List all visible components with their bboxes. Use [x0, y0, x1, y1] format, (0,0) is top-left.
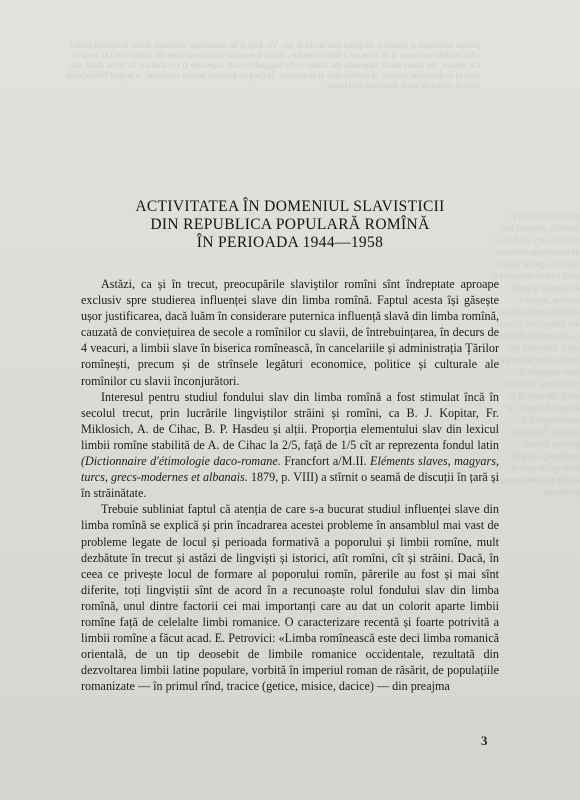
paragraph-2-italic-title: (Dictionnaire d'étimologie daco-romane.	[81, 454, 281, 469]
title-line-3: ÎN PERIOADA 1944—1958	[196, 234, 384, 251]
paragraph-2-text-a: Interesul pentru studiul fondului slav din limba romînă a fost stimulat încă în secolul trecut, prin lucrările lingviștilor străini și romîni, ca B. J. Kopitar, Fr. Miklosich, A. de Cihac, B. P. Hasdeu și alții. Proporția elementului slav din lexicul limbii romîne stabilită de A. de Cihac la 2/5, față de 1/5 cît ar reprezenta fondul latin	[81, 389, 499, 452]
page-number: 3	[481, 733, 488, 748]
article-title	[0, 198, 580, 252]
paragraph-3: Trebuie subliniat faptul că atenția de care s-a bucurat studiul influenței slave din limba romînă se explică și prin încadrarea acestei probleme în ansamblul mai vast de probleme legate de locul și perioada formativă a poporului și limbii romîne, mult dezbătute în trecut și astăzi de lingviști și istorici, atît romîni, cît și străini. Dacă, în ceea ce privește locul de formare al poporului romîn, părerile au fost și mai sînt diferite, toți lingviștii sînt de acord în a recunoaște rolul fondului slav din limba romînă, unul dintre factorii cei mai importanți care au dat un colorit aparte limbii romîne față de celelalte limbi romanice. O caracterizare recentă și foarte potrivită a limbii romîne a făcut acad. E. Petrovici: «Limba romînească este deci limba romanică orientală, de un tip deosebit de limbile romanice occidentale, rezultată din dezvoltarea limbii latine populare, vorbită în imperiul roman de răsărit, de populațiile romanizate — în primul rînd, tracice (getice, misice, dacice) — din preajma	[81, 502, 499, 694]
paragraph-2-italic-subtitle: Eléments slaves, magyars, turcs, grecs-modernes et albanais.	[81, 454, 499, 485]
article-body	[81, 276, 499, 694]
bleed-through-text: poziție inferioară și fonetică, adoptată mai târziu în sec. VI–XIII și de numeroase elemente slave. în special atunci când limbile romanice și de formare a limbii române, numai a etnicilor românești toate din limba slavă și nu-și cu. Ca urmare, din limba slavă, îndeosebi din limba veche bulgară în toate aspectele și vocabulare. în limba slavă, din care să în domeniul fonetic, al morfologiei și al sintaxei. În ceea ce privește lexicul românesc, o bogată bibliografie care se ocupă de toate aspectele problemei.	[65, 40, 480, 90]
bleed-through-text-right: poziție inferioară și fonetică, adoptată mai târziu în sec. VI–XIII și de numeroase elemente slave. în special atunci când limbile romanice și de formare a limbii române, numai a etnicilor românești toate din limba slavă și nu-și cu. Ca urmare, din limba slavă, îndeosebi din limba veche bulgară în toate aspectele și vocabulare. în limba slavă, din care să în domeniul fonetic, al morfologiei și al sintaxei. În ceea ce privește lexicul românesc, o bogată bibliografie care se ocupă de toate aspectele problemei.	[490, 211, 580, 497]
paragraph-2-text-c: 1879, p. VIII) a stîrnit o seamă de discuții în țară și în străinătate.	[81, 470, 499, 501]
paragraph-1: Astăzi, ca și în trecut, preocupările slaviștilor romîni sînt îndreptate aproape exclusiv spre studierea influenței slave din limba romînă. Faptul acesta își găsește ușor justificarea, dacă luăm în considerare puternica influență slavă din limba romînă, cauzată de conviețuirea de secole a romînilor cu slavii, de întrebuințarea, în decurs de 4 veacuri, a limbii slave în biserica romînească, în cancelariile și administrația Țărilor romînești, precum și de strînsele legături economice, politice și culturale ale romînilor cu slavii înconjurători.	[81, 277, 499, 388]
title-line-2: DIN REPUBLICA POPULARĂ ROMÎNĂ	[150, 216, 430, 233]
title-line-1: ACTIVITATEA ÎN DOMENIUL SLAVISTICII	[135, 198, 445, 215]
paragraph-2	[81, 389, 499, 502]
paragraph-2-text-b: Francfort a/M.II.	[280, 454, 371, 469]
